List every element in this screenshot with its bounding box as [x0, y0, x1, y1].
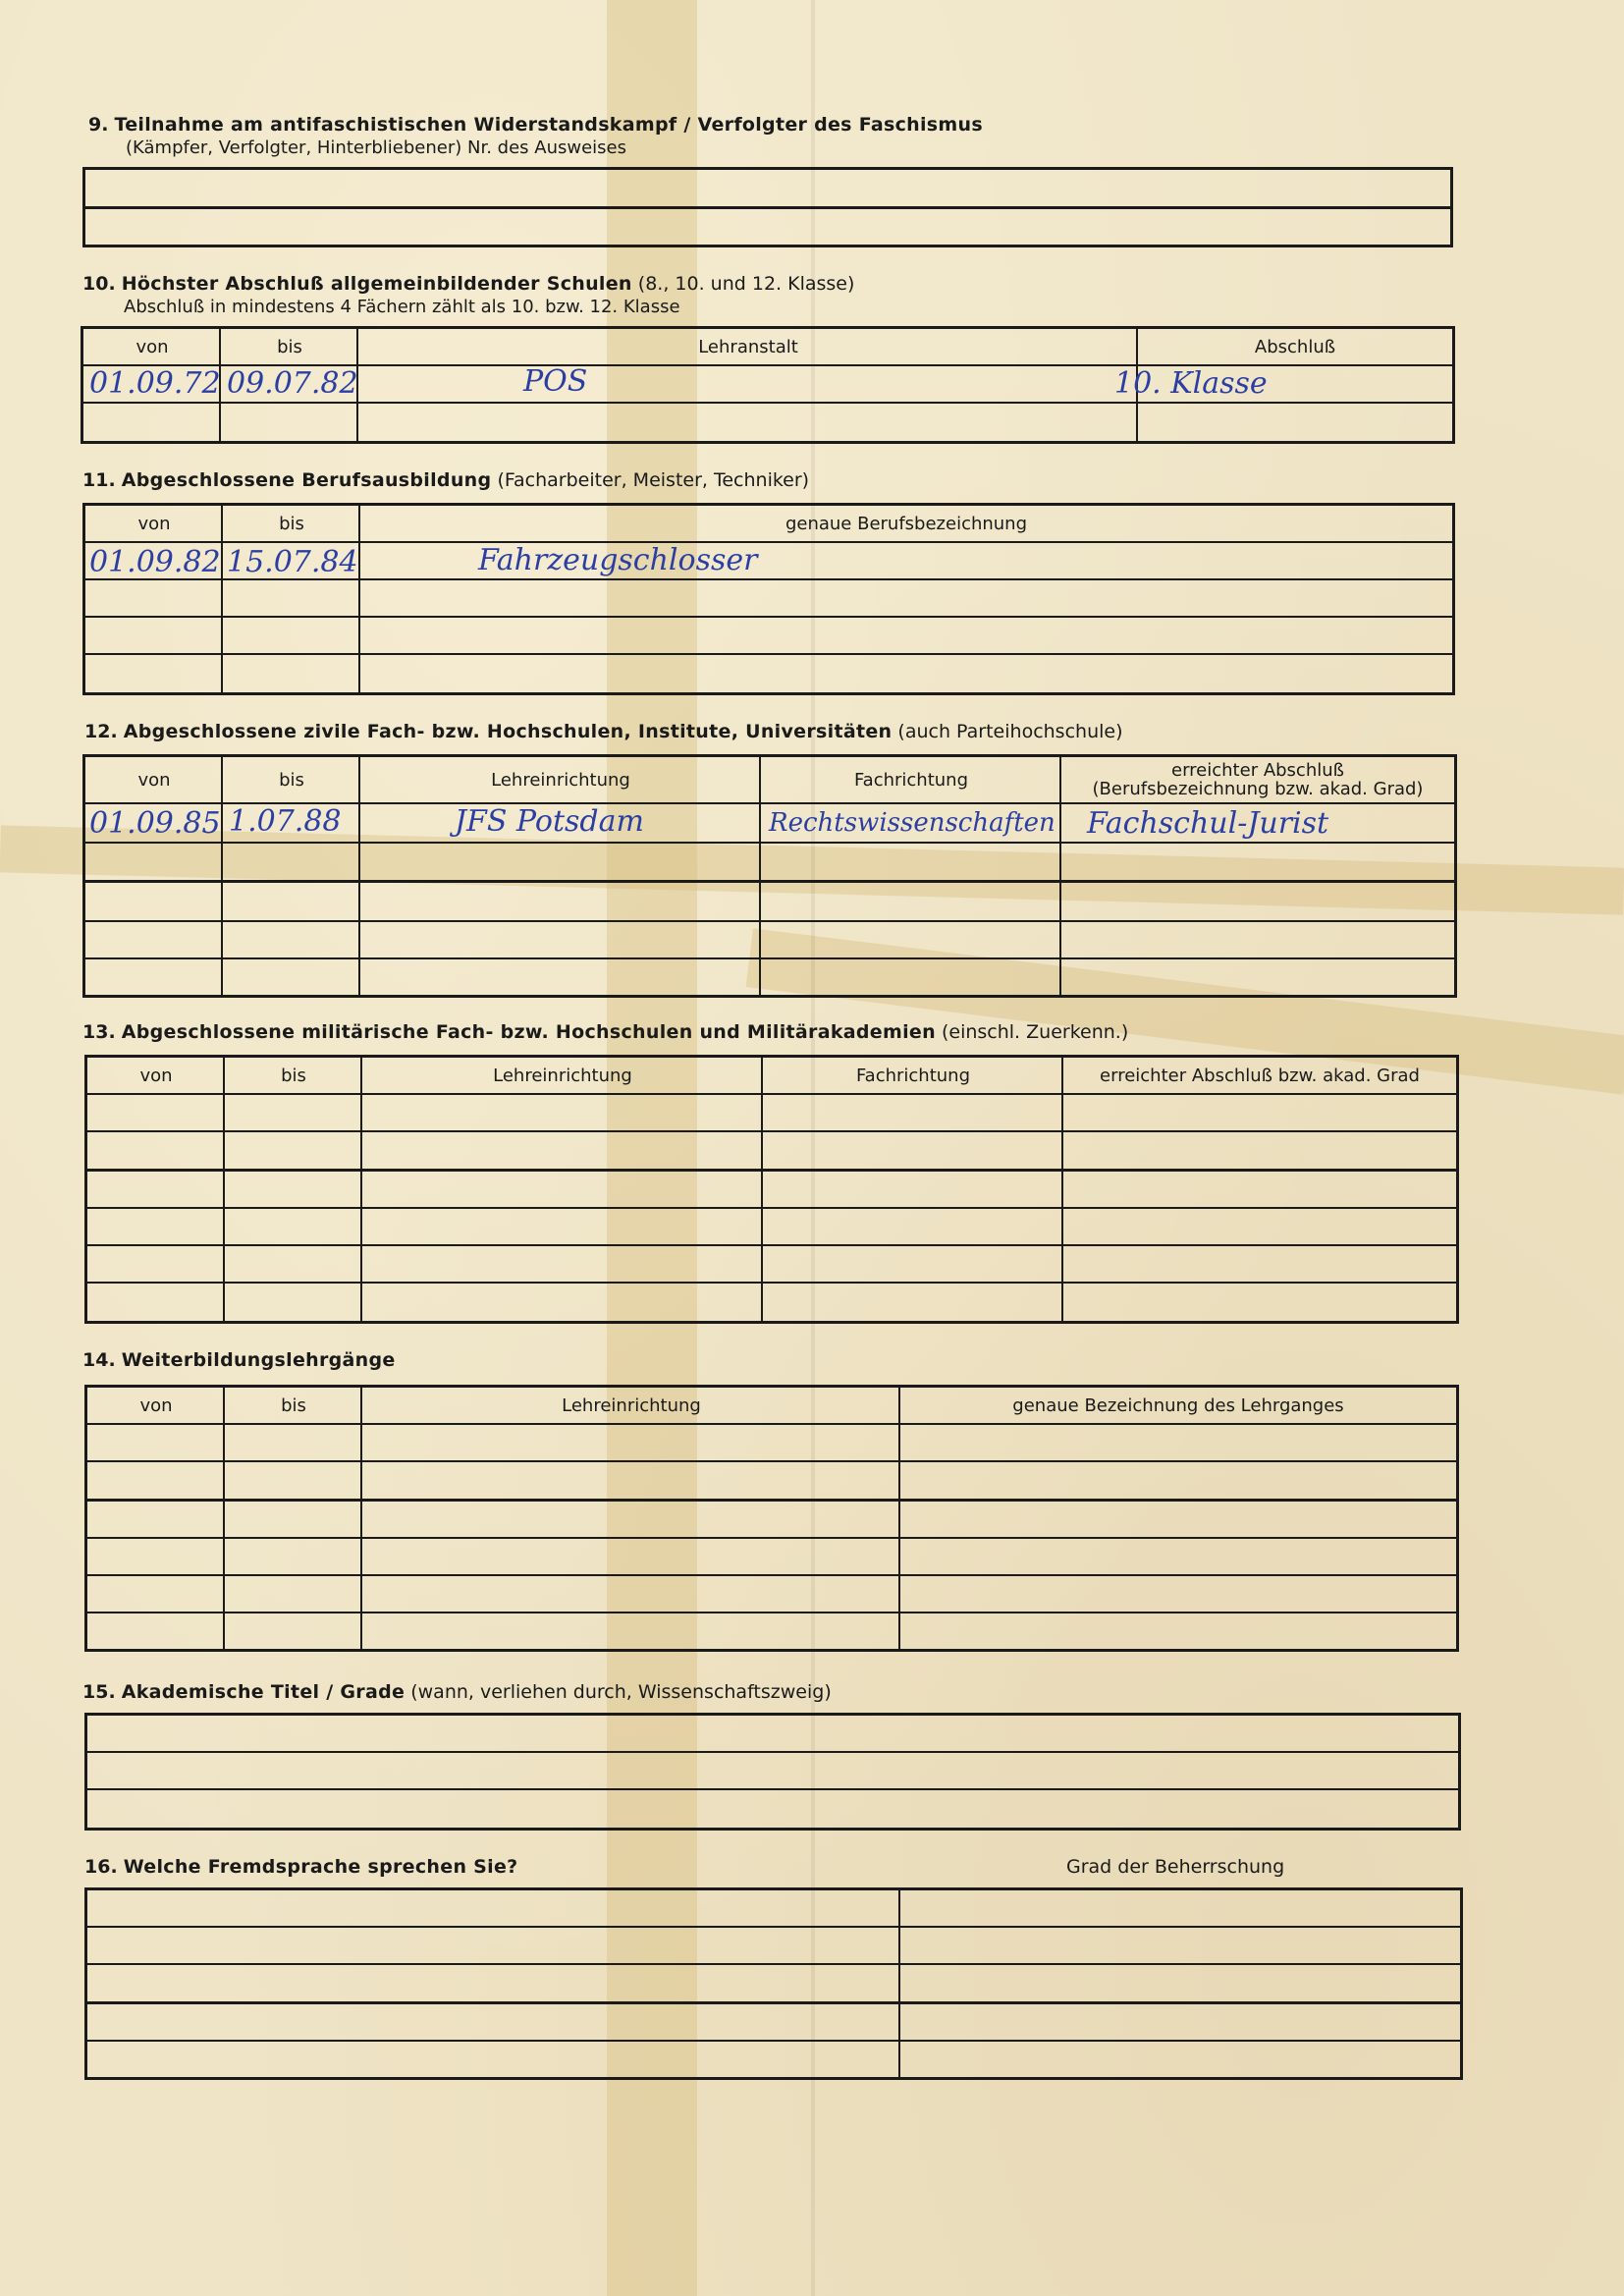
entry-abschluss: Fachschul-Jurist [1087, 806, 1329, 841]
table-row[interactable] [87, 1095, 1456, 1132]
section-15-title-note: (wann, verliehen durch, Wissenschaftszweig) [410, 1681, 832, 1703]
table-row[interactable] [87, 1209, 1456, 1246]
header-abschluss-line2: (Berufsbezeichnung bzw. akad. Grad) [1092, 779, 1424, 799]
section-14-number: 14. [82, 1349, 116, 1371]
header-bis: bis [281, 1065, 306, 1086]
table-row[interactable] [87, 1928, 1460, 1965]
entry-bis: 09.07.82 [227, 366, 358, 401]
section-11-number: 11. [82, 469, 116, 491]
header-lehreinrichtung: Lehreinrichtung [493, 1065, 632, 1086]
table-row[interactable] [87, 1539, 1456, 1576]
section-12-number: 12. [84, 721, 118, 742]
header-abschluss [1061, 757, 1454, 802]
header-von: von [137, 769, 171, 791]
section-10-subtitle: Abschluß in mindestens 4 Fächern zählt als 10. bzw. 12. Klasse [124, 297, 680, 317]
entry-lehreinrichtung: JFS Potsdam [455, 804, 644, 839]
header-von: von [139, 1394, 173, 1416]
section-15-title: Akademische Titel / Grade [121, 1681, 406, 1703]
table-row[interactable] [87, 2004, 1460, 2042]
table-row[interactable] [85, 883, 1454, 922]
header-fachrichtung: Fachrichtung [853, 769, 969, 791]
section-15-table [84, 1713, 1461, 1831]
table-row[interactable] [87, 1502, 1456, 1539]
section-12-heading [84, 721, 1459, 743]
header-lehreinrichtung: Lehreinrichtung [562, 1394, 701, 1416]
section-12-table [82, 754, 1457, 998]
table-row[interactable] [85, 618, 1452, 655]
entry-fachrichtung: Rechtswissenschaften [769, 808, 1056, 838]
table-row[interactable] [87, 1462, 1456, 1502]
entry-lehranstalt: POS [523, 364, 588, 399]
section-14-heading [82, 1349, 1457, 1372]
table-row[interactable] [85, 922, 1454, 959]
section-11-heading [82, 469, 1457, 492]
table-row[interactable] [85, 170, 1450, 209]
section-11-title-note: (Facharbeiter, Meister, Techniker) [497, 469, 810, 491]
table-row[interactable] [87, 1965, 1460, 2004]
header-bis: bis [279, 769, 304, 791]
table-row[interactable] [87, 1576, 1456, 1613]
header-von: von [135, 336, 169, 357]
section-16-number: 16. [84, 1856, 118, 1878]
entry-bis: 1.07.88 [229, 804, 342, 839]
header-abschluss: erreichter Abschluß bzw. akad. Grad [1100, 1065, 1420, 1086]
section-10-number: 10. [82, 273, 116, 295]
table-row[interactable] [87, 1425, 1456, 1462]
section-9-heading [88, 114, 1463, 159]
header-von: von [139, 1065, 173, 1086]
header-lehreinrichtung: Lehreinrichtung [491, 769, 630, 791]
entry-von: 01.09.82 [89, 545, 221, 579]
header-fachrichtung: Fachrichtung [855, 1065, 971, 1086]
section-16-title: Welche Fremdsprache sprechen Sie? [123, 1856, 518, 1878]
table-row[interactable] [85, 580, 1452, 618]
section-13-title-note: (einschl. Zuerkenn.) [941, 1021, 1129, 1043]
entry-von: 01.09.72 [89, 366, 221, 401]
table-row[interactable] [85, 844, 1454, 883]
section-16-table [84, 1887, 1463, 2080]
table-row[interactable] [87, 1246, 1456, 1284]
section-10-title-note: (8., 10. und 12. Klasse) [637, 273, 855, 295]
header-bis: bis [277, 336, 302, 357]
header-berufsbezeichnung: genaue Berufsbezeichnung [785, 513, 1028, 534]
section-13-number: 13. [82, 1021, 116, 1043]
header-abschluss-line1: erreichter Abschluß [1171, 760, 1344, 781]
section-14-table [84, 1385, 1459, 1652]
section-13-title: Abgeschlossene militärische Fach- bzw. Hochschulen und Militärakademien [121, 1021, 936, 1043]
section-12-title: Abgeschlossene zivile Fach- bzw. Hochschulen, Institute, Universitäten [123, 721, 893, 742]
section-11-title: Abgeschlossene Berufsausbildung [121, 469, 492, 491]
header-bis: bis [279, 513, 304, 534]
section-15-heading [82, 1681, 1457, 1704]
table-row[interactable] [87, 1172, 1456, 1209]
table-row[interactable] [87, 1753, 1458, 1790]
section-10-title: Höchster Abschluß allgemeinbildender Schulen [121, 273, 632, 295]
section-13-heading [82, 1021, 1457, 1044]
section-9-title: Teilnahme am antifaschistischen Widerstandskampf / Verfolgter des Faschismus [114, 114, 983, 136]
header-bezeichnung: genaue Bezeichnung des Lehrganges [1012, 1394, 1344, 1416]
header-abschluss: Abschluß [1254, 336, 1336, 357]
table-row[interactable] [87, 1716, 1458, 1753]
section-9-number: 9. [88, 114, 109, 136]
entry-berufsbezeichnung: Fahrzeugschlosser [478, 543, 758, 577]
entry-von: 01.09.85 [89, 806, 221, 841]
entry-abschluss: 10. Klasse [1114, 366, 1268, 401]
table-row[interactable] [87, 1890, 1460, 1928]
section-16-right-label: Grad der Beherrschung [1066, 1856, 1285, 1878]
header-bis: bis [281, 1394, 306, 1416]
entry-bis: 15.07.84 [227, 545, 358, 579]
section-14-title: Weiterbildungslehrgänge [121, 1349, 396, 1371]
section-12-title-note: (auch Parteihochschule) [897, 721, 1123, 742]
section-9-subtitle: (Kämpfer, Verfolgter, Hinterbliebener) Nr. des Ausweises [126, 137, 626, 158]
section-15-number: 15. [82, 1681, 116, 1703]
header-lehranstalt: Lehranstalt [698, 336, 798, 357]
section-10-table [81, 326, 1455, 444]
table-row[interactable] [87, 1132, 1456, 1172]
header-von: von [137, 513, 171, 534]
section-9-table [82, 167, 1453, 247]
section-11-table [82, 503, 1455, 695]
section-13-table [84, 1055, 1459, 1324]
section-10-heading [82, 273, 1457, 318]
